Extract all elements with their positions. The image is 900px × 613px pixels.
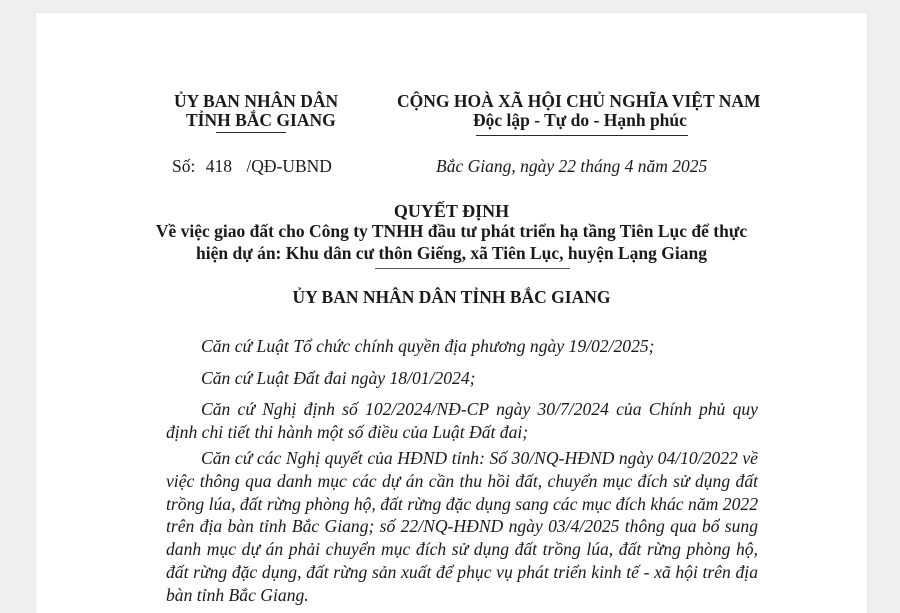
national-motto: Độc lập - Tự do - Hạnh phúc	[473, 110, 687, 130]
subject-line-1: Về việc giao đất cho Công ty TNHH đầu tư phát triển hạ tầng Tiên Lục để thực	[155, 221, 748, 241]
legal-basis-1: Căn cứ Luật Tổ chức chính quyền địa phương ngày 19/02/2025;	[201, 336, 655, 356]
authority-underline	[216, 132, 286, 133]
document-number	[172, 156, 332, 177]
number-value: 418	[205, 156, 232, 176]
legal-basis-4: Căn cứ các Nghị quyết của HĐND tỉnh: Số 30/NQ-HĐND ngày 04/10/2022 về việc thông qua danh mục các dự án cần thu hồi đất, chuyển mục đích sử dụng đất trồng lúa, đất rừng phòng hộ, đất rừng đặc dụng sang các mục đích khác năm 2022 trên địa bàn tỉnh Bắc Giang; số 22/NQ-HĐND ngày 03/4/2025 thông qua bổ sung danh mục dự án phải chuyển mục đích sử dụng đất trồng lúa, đất rừng phòng hộ, đất rừng đặc dụng, đất rừng sản xuất để phục vụ phát triển kinh tế - xã hội trên địa bàn tỉnh Bắc Giang.	[166, 448, 758, 605]
legal-basis-3: Căn cứ Nghị định số 102/2024/NĐ-CP ngày 30/7/2024 của Chính phủ quy định chi tiết thi hành một số điều của Luật Đất đai;	[166, 399, 758, 442]
document-title: QUYẾT ĐỊNH	[393, 201, 510, 221]
place-date: Bắc Giang, ngày 22 tháng 4 năm 2025	[436, 156, 708, 176]
subject-line-2: hiện dự án: Khu dân cư thôn Giếng, xã Tiên Lục, huyện Lạng Giang	[196, 243, 707, 263]
motto-underline	[476, 135, 688, 136]
issuing-authority-line1: ỦY BAN NHÂN DÂN	[174, 91, 339, 111]
national-title: CỘNG HOÀ XÃ HỘI CHỦ NGHĨA VIỆT NAM	[397, 91, 761, 111]
number-suffix: /QĐ-UBND	[246, 156, 332, 176]
number-label: Số:	[172, 156, 196, 176]
issuer-heading: ỦY BAN NHÂN DÂN TỈNH BẮC GIANG	[292, 287, 611, 307]
document-page	[36, 13, 867, 613]
legal-basis-2: Căn cứ Luật Đất đai ngày 18/01/2024;	[201, 368, 476, 388]
issuing-authority-line2: TỈNH BẮC GIANG	[186, 110, 336, 130]
subject-underline	[375, 268, 570, 269]
